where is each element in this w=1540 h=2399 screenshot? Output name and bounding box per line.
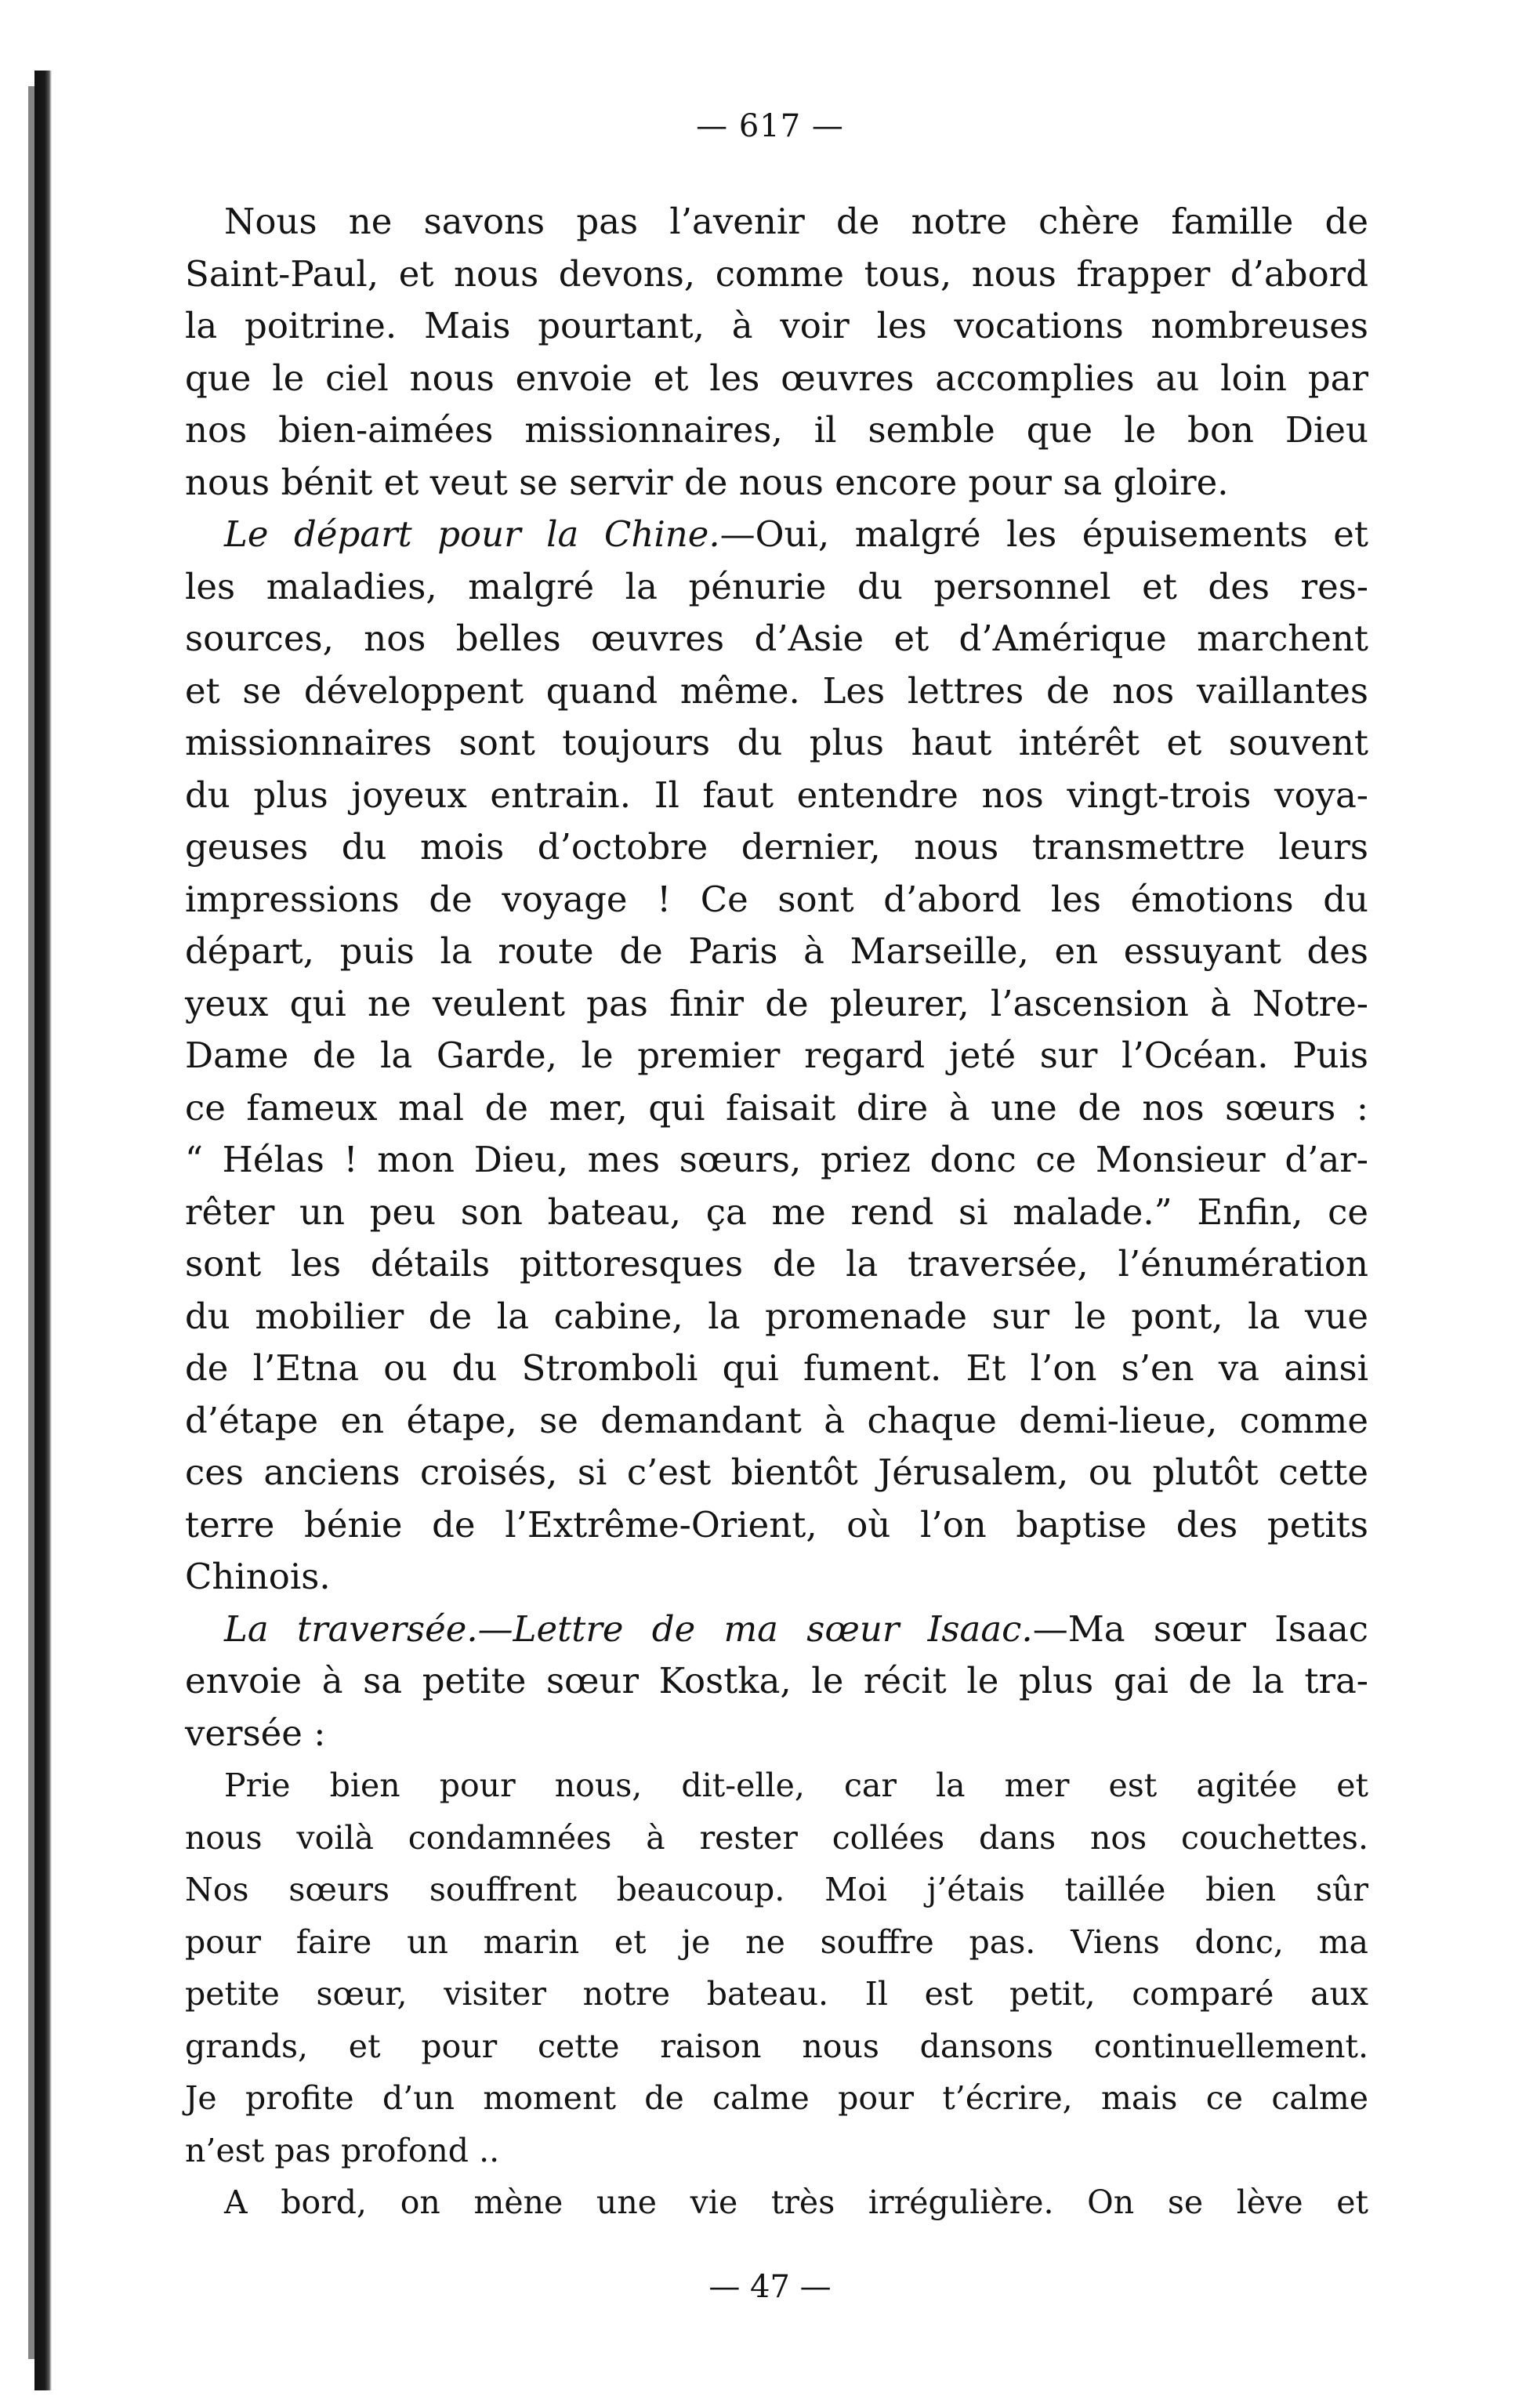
text-line: du plus joyeux entrain. Il faut entendre nos vingt-trois voya- [185, 774, 1368, 816]
signature-mark: — 47 — [708, 2269, 832, 2305]
section-heading: Le départ pour la Chine. [224, 513, 720, 555]
section-heading: La traversée.—Lettre de ma sœur Isaac. [224, 1607, 1033, 1650]
text-line: geuses du mois d’octobre dernier, nous transmettre leurs [185, 826, 1368, 868]
body-text [185, 196, 1368, 2229]
text-line: petite sœur, visiter notre bateau. Il est petit, comparé aux [185, 1975, 1368, 2013]
text-line: que le ciel nous envoie et les œuvres accomplies au loin par [185, 357, 1368, 399]
text-line: envoie à sa petite sœur Kostka, le récit le plus gai de la tra- [185, 1660, 1368, 1701]
text-line: versée : [185, 1712, 326, 1754]
text-line: nous voilà condamnées à rester collées dans nos couchettes. [185, 1818, 1368, 1857]
text-run: —Ma sœur Isaac [1032, 1607, 1368, 1650]
text-line: Je profite d’un moment de calme pour t’écrire, mais ce calme [185, 2079, 1368, 2117]
text-line: grands, et pour cette raison nous dansons continuellement. [185, 2027, 1368, 2065]
text-run: —Oui, malgré les épuisements et [719, 513, 1368, 555]
text-line: yeux qui ne veulent pas finir de pleurer, l’ascension à Notre- [185, 982, 1368, 1024]
text-line: rêter un peu son bateau, ça me rend si malade.” Enfin, ce [185, 1190, 1368, 1233]
text-line: nous bénit et veut se servir de nous encore pour sa gloire. [185, 461, 1229, 503]
text-line: impressions de voyage ! Ce sont d’abord les émotions du [185, 878, 1368, 920]
text-line: “ Hélas ! mon Dieu, mes sœurs, priez donc ce Monsieur d’ar- [185, 1139, 1368, 1180]
text-line: n’est pas profond .. [185, 2131, 500, 2169]
text-line: missionnaires sont toujours du plus haut intérêt et souvent [185, 722, 1368, 763]
text-line: les maladies, malgré la pénurie du personnel et des res- [185, 565, 1368, 607]
text-line: terre bénie de l’Extrême-Orient, où l’on baptise des petits [185, 1503, 1368, 1546]
text-line: sources, nos belles œuvres d’Asie et d’Amérique marchent [185, 618, 1368, 659]
text-line: Nos sœurs souffrent beaucoup. Moi j’étais taillée bien sûr [185, 1871, 1368, 1908]
text-line: pour faire un marin et je ne souffre pas. Viens donc, ma [185, 1922, 1368, 1961]
page-number: — 617 — [696, 108, 844, 144]
text-line: Nous ne savons pas l’avenir de notre chère famille de [224, 201, 1368, 242]
text-line: nos bien-aimées missionnaires, il semble que le bon Dieu [185, 409, 1368, 451]
text-line: A bord, on mène une vie très irrégulière. On se lève et [224, 2183, 1368, 2221]
text-line: ce fameux mal de mer, qui faisait dire à une de nos sœurs : [185, 1086, 1368, 1129]
text-line: d’étape en étape, se demandant à chaque demi-lieue, comme [185, 1399, 1368, 1441]
text-line: départ, puis la route de Paris à Marseille, en essuyant des [185, 930, 1368, 972]
binding-shadow-outer [28, 86, 34, 2359]
text-line: Chinois. [185, 1556, 331, 1597]
text-line: ces anciens croisés, si c’est bientôt Jérusalem, ou plutôt cette [185, 1451, 1368, 1493]
text-line: Saint-Paul, et nous devons, comme tous, nous frapper d’abord [185, 252, 1368, 295]
binding-shadow [34, 71, 52, 2390]
text-line: de l’Etna ou du Stromboli qui fument. Et l’on s’en va ainsi [185, 1347, 1368, 1389]
text-line: la poitrine. Mais pourtant, à voir les vocations nombreuses [185, 305, 1368, 346]
text-line: et se développent quand même. Les lettres de nos vaillantes [185, 669, 1368, 712]
text-line: sont les détails pittoresques de la traversée, l’énumération [185, 1243, 1368, 1285]
text-line: Prie bien pour nous, dit-elle, car la mer est agitée et [224, 1767, 1368, 1804]
text-line: du mobilier de la cabine, la promenade sur le pont, la vue [185, 1295, 1368, 1337]
section-heading-line [185, 1604, 1368, 1656]
section-heading-line [185, 509, 1368, 561]
text-line: Dame de la Garde, le premier regard jeté sur l’Océan. Puis [185, 1035, 1368, 1076]
